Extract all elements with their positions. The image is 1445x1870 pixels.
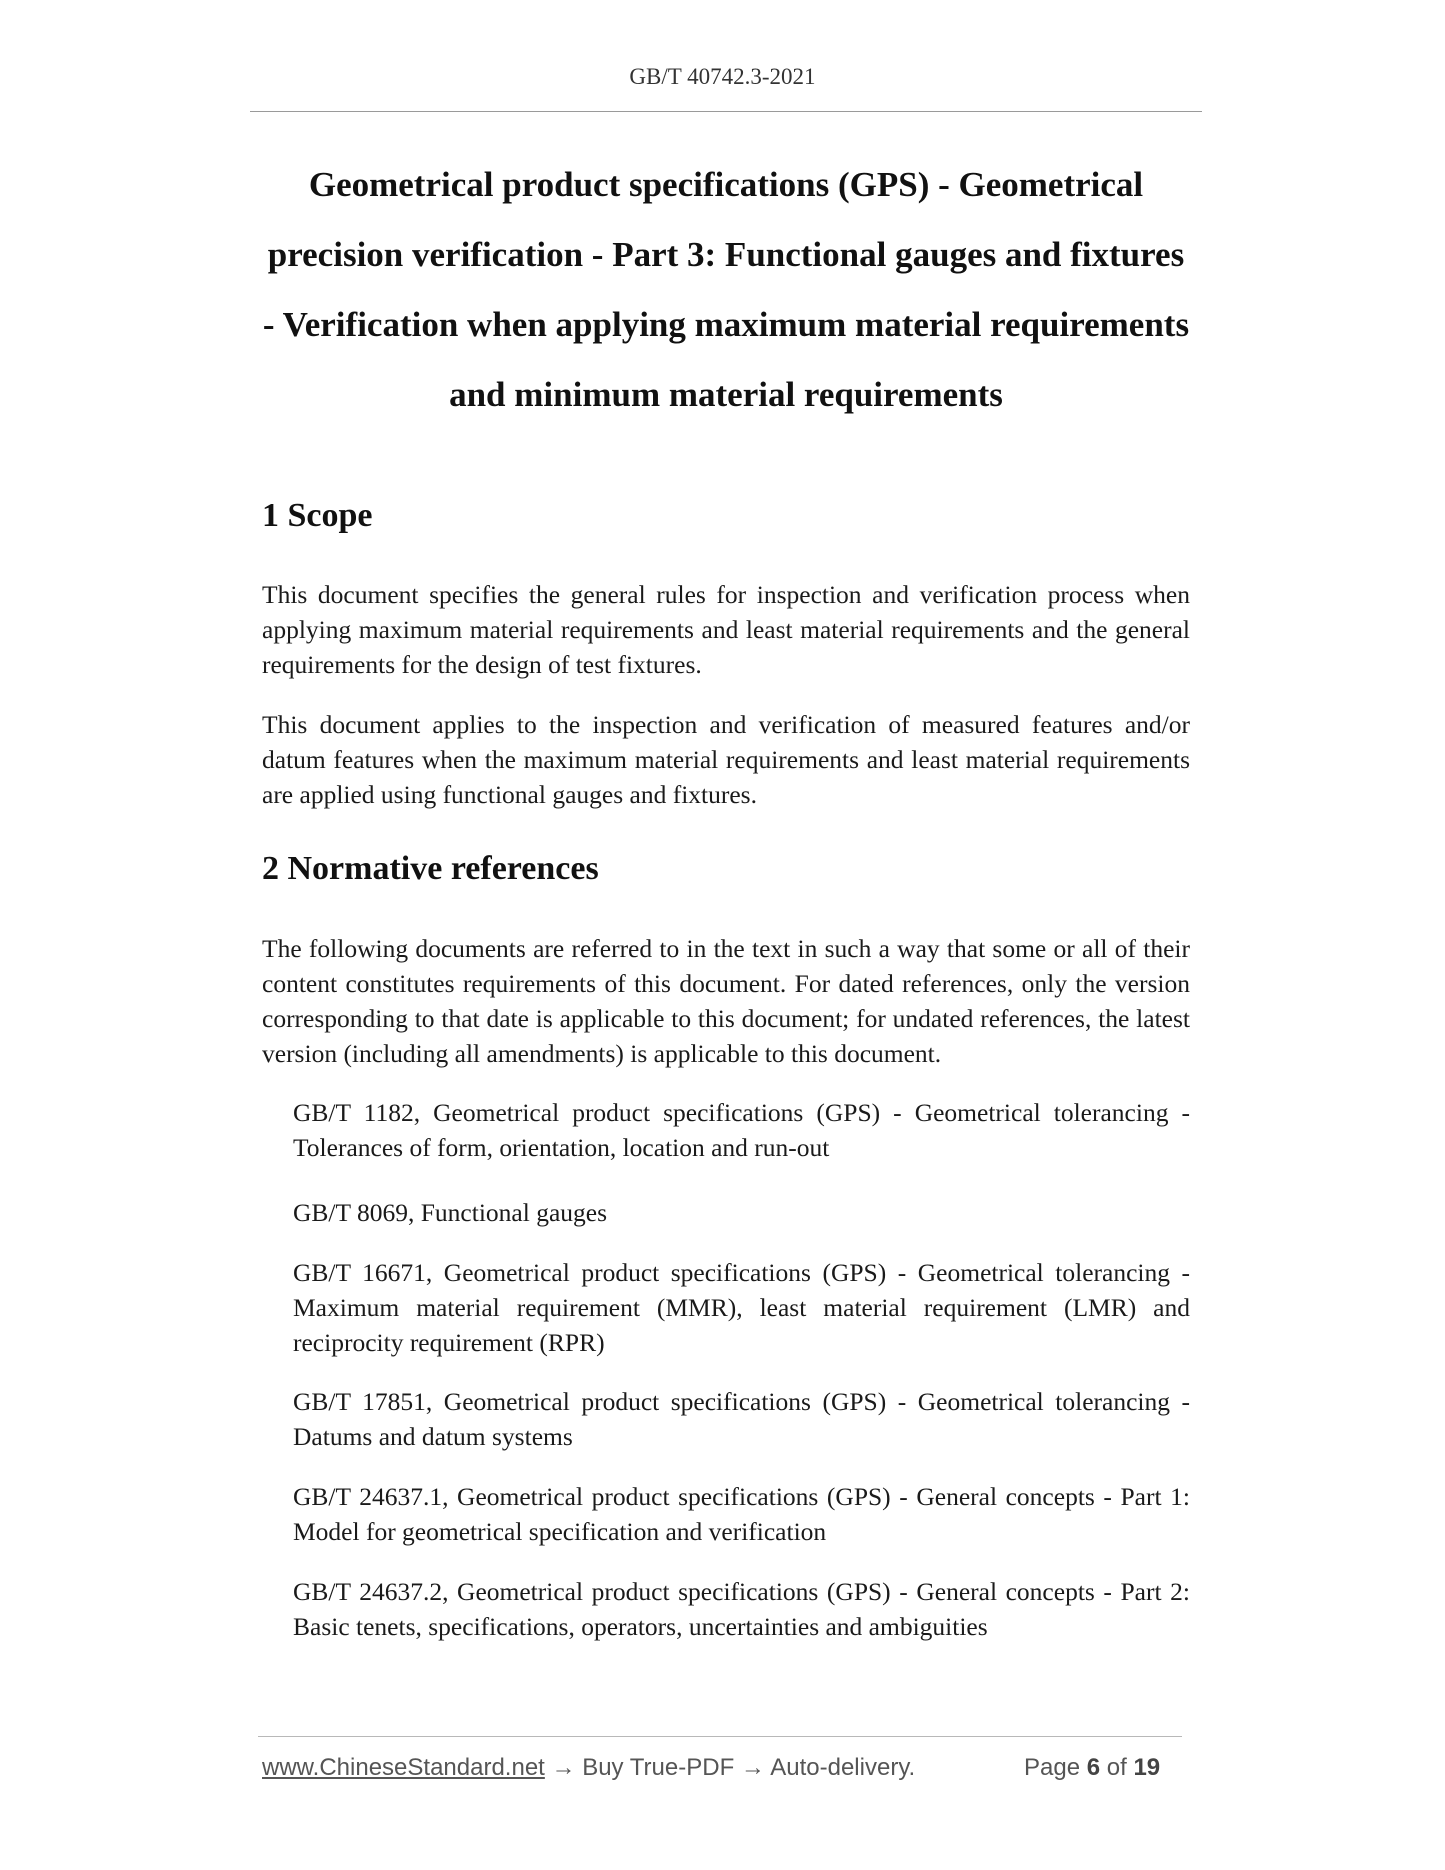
header-divider: [250, 111, 1202, 112]
section-heading-scope: 1 Scope: [262, 497, 373, 534]
reference-gbt-24637-1: GB/T 24637.1, Geometrical product specifications (GPS) - General concepts - Part 1: Model for geometrical specification and verification: [293, 1482, 1190, 1546]
arrow-icon: →: [740, 1754, 765, 1781]
section-heading-normative-references: 2 Normative references: [262, 850, 599, 887]
reference-gbt-16671: GB/T 16671, Geometrical product specifications (GPS) - Geometrical tolerancing - Maximum material requirement (MMR), least material requirement (LMR) and reciprocity requirement (RPR): [293, 1258, 1190, 1357]
page-current: 6: [1086, 1754, 1101, 1781]
footer-divider: [258, 1736, 1182, 1737]
reference-gbt-17851: GB/T 17851, Geometrical product specifications (GPS) - Geometrical tolerancing - Datums and datum systems: [293, 1387, 1190, 1451]
buy-true-pdf-text: Buy True-PDF: [582, 1754, 735, 1781]
page-of-label: of: [1106, 1754, 1127, 1781]
auto-delivery-text: Auto-delivery.: [770, 1754, 916, 1781]
page-indicator: [1024, 1754, 1160, 1782]
scope-paragraph-1: This document specifies the general rules for inspection and verification process when applying maximum material requirements and least material requirements and the general requirements for the design of test fixtures.: [262, 580, 1190, 679]
page-label: Page: [1024, 1754, 1081, 1781]
reference-gbt-1182: GB/T 1182, Geometrical product specifications (GPS) - Geometrical tolerancing - Tolerances of form, orientation, location and run-out: [293, 1098, 1190, 1162]
page-total: 19: [1133, 1754, 1161, 1781]
running-header: GB/T 40742.3-2021: [629, 64, 816, 89]
chinesestandard-link[interactable]: www.ChineseStandard.net: [262, 1754, 545, 1781]
document-title: Geometrical product specifications (GPS) - Geometrical precision verification - Part 3: Functional gauges and fixtures - Verification when applying maximum material requirements and minimum material requirements: [262, 165, 1190, 414]
footer-promo: [262, 1754, 915, 1782]
reference-gbt-8069: GB/T 8069, Functional gauges: [293, 1198, 608, 1227]
scope-paragraph-2: This document applies to the inspection and verification of measured features and/or datum features when the maximum material requirements and least material requirements are applied using functional gauges and fixtures.: [262, 710, 1190, 809]
reference-gbt-24637-2: GB/T 24637.2, Geometrical product specifications (GPS) - General concepts - Part 2: Basic tenets, specifications, operators, uncertainties and ambiguities: [293, 1577, 1190, 1641]
normative-intro-paragraph: The following documents are referred to in the text in such a way that some or all of their content constitutes requirements of this document. For dated references, only the version corresponding to that date is applicable to this document; for undated references, the latest version (including all amendments) is applicable to this document.: [262, 934, 1190, 1068]
arrow-icon: →: [551, 1754, 576, 1781]
